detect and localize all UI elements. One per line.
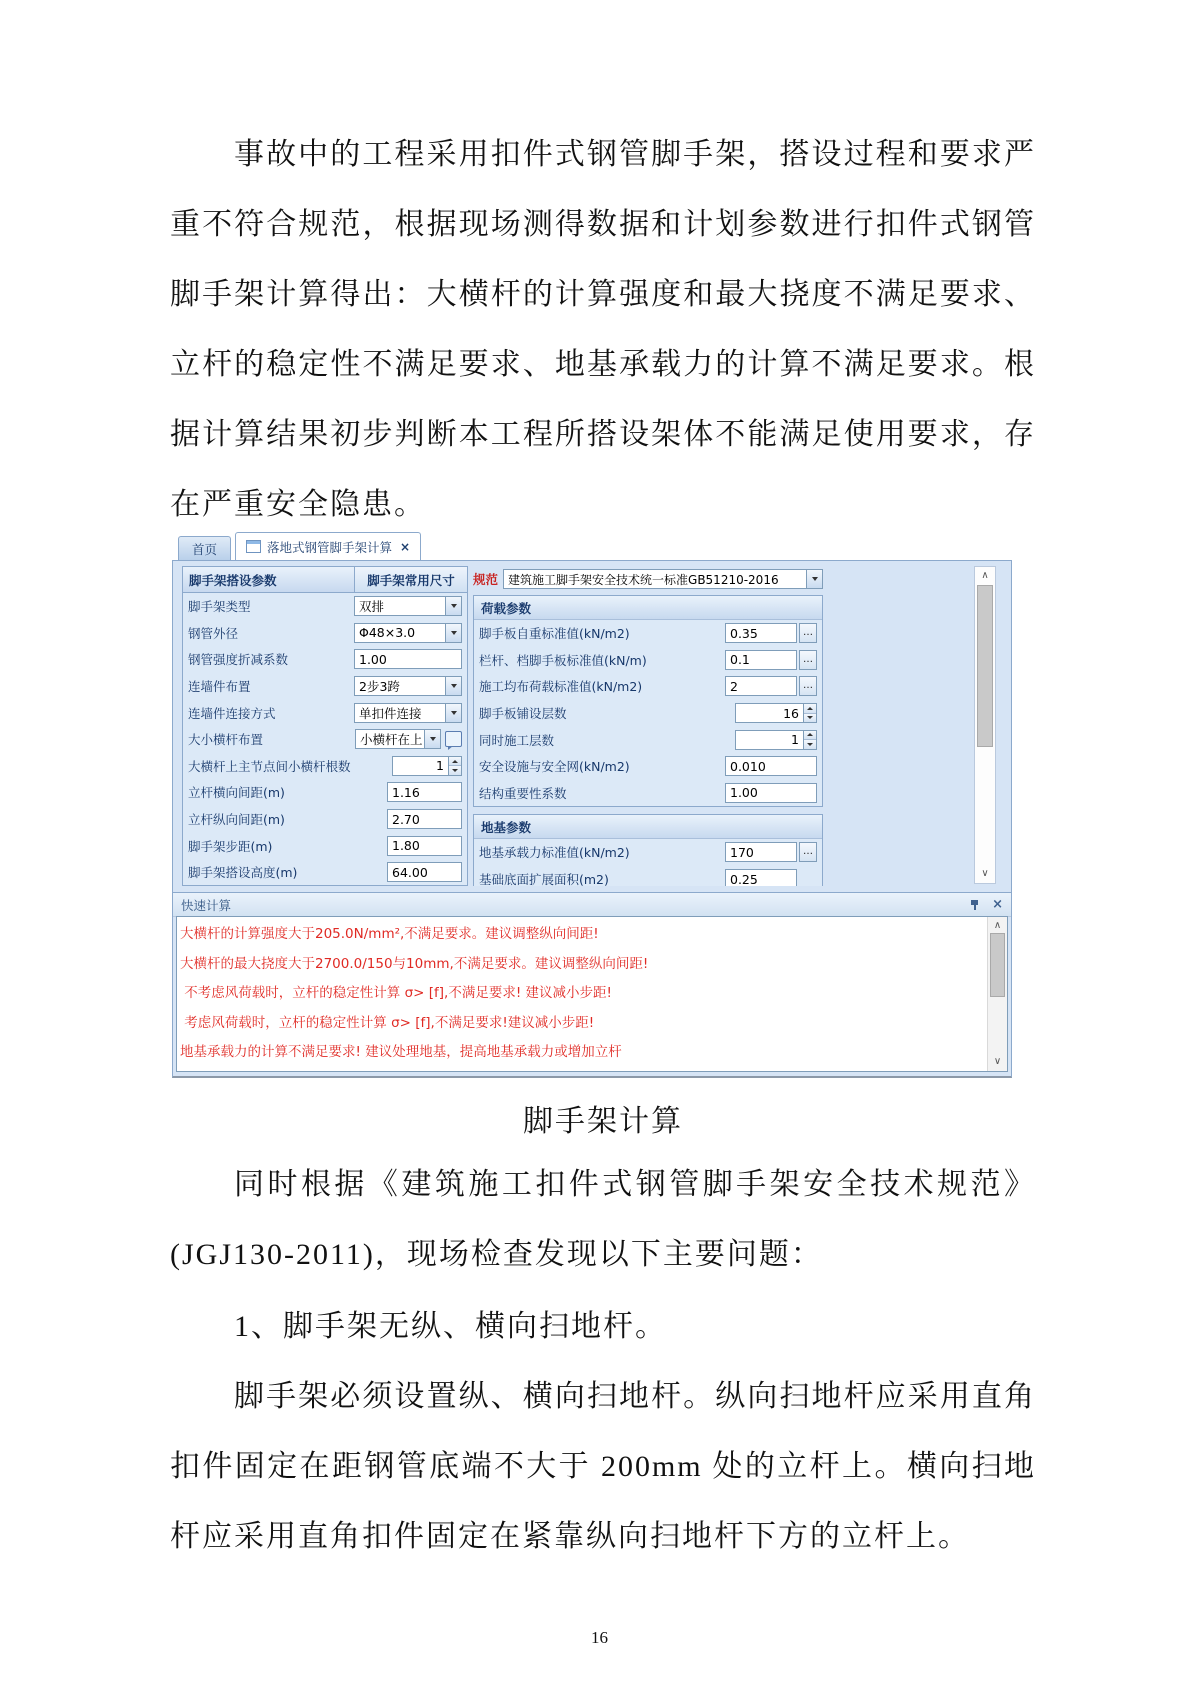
form-row xyxy=(183,753,467,780)
importance-factor-input[interactable]: 1.00 xyxy=(725,783,817,803)
calc-warning: 大横杆的计算强度大于205.0N/mm²,不满足要求。建议调整纵向间距! xyxy=(180,926,599,942)
form-row xyxy=(183,620,467,647)
step-height-input[interactable]: 1.80 xyxy=(387,836,462,856)
spinner-arrows-icon[interactable] xyxy=(803,731,816,749)
dropdown-arrow-icon[interactable] xyxy=(445,624,461,642)
pole-transverse-spacing-input[interactable]: 1.16 xyxy=(387,782,462,802)
scrollbar-thumb[interactable] xyxy=(990,933,1005,997)
tab-home-label: 首页 xyxy=(192,541,218,557)
field-label: 脚手板自重标准值(kN/m2) xyxy=(479,626,630,642)
standard-row xyxy=(473,566,823,592)
ledger-arrangement-select[interactable]: 小横杆在上 xyxy=(355,729,441,749)
body-paragraph-1: 事故中的工程采用扣件式钢管脚手架，搭设过程和要求严重不符合规范，根据现场测得数据和计划参数进行扣件式钢管脚手架计算得出：大横杆的计算强度和最大挠度不满足要求、立杆的稳定性不满足要求、地基承载力的计算不满足要求。根据计算结果初步判断本工程所搭设架体不能满足使用要求，存在严重安全隐患。 xyxy=(170,138,1036,521)
load-group-title: 荷载参数 xyxy=(474,596,822,620)
dropdown-arrow-icon[interactable] xyxy=(445,704,461,722)
quick-calc-panel xyxy=(172,892,1012,1078)
scroll-up-icon[interactable]: ∧ xyxy=(981,570,989,581)
form-row xyxy=(474,673,822,700)
scrollbar[interactable] xyxy=(974,566,996,884)
load-group xyxy=(473,595,823,807)
field-label: 脚手架搭设高度(m) xyxy=(188,865,298,881)
form-row xyxy=(474,866,822,886)
form-row xyxy=(474,780,822,807)
form-row xyxy=(474,647,822,674)
field-label: 钢管外径 xyxy=(188,625,239,641)
window-icon xyxy=(246,540,261,553)
body-paragraph-2: 同时根据《建筑施工扣件式钢管脚手架安全技术规范》(JGJ130-2011)，现场检查发现以下主要问题： xyxy=(170,1168,1036,1271)
scroll-down-icon[interactable]: ∨ xyxy=(993,1056,1002,1067)
body-paragraph-3: 脚手架必须设置纵、横向扫地杆。纵向扫地杆应采用直角扣件固定在距钢管底端不大于 200mm 处的立杆上。横向扫地杆应采用直角扣件固定在紧靠纵向扫地杆下方的立杆上。 xyxy=(170,1380,1036,1553)
wall-tie-layout-select[interactable]: 2步3跨 xyxy=(354,676,462,696)
form-row xyxy=(474,700,822,727)
form-row xyxy=(183,673,467,700)
form-row xyxy=(183,859,467,886)
foundation-area-input[interactable]: 0.25 xyxy=(725,869,797,886)
field-label: 连墙件连接方式 xyxy=(188,705,276,721)
board-weight-input[interactable]: 0.35 xyxy=(725,623,797,643)
form-row xyxy=(474,726,822,753)
field-label: 安全设施与安全网(kN/m2) xyxy=(479,759,630,775)
calc-warning: 不考虑风荷载时，立杆的稳定性计算 σ> [f],不满足要求! 建议减小步距! xyxy=(180,985,612,1001)
tab-bar xyxy=(172,528,1012,560)
parameters-area xyxy=(172,560,1012,892)
field-label: 施工均布荷载标准值(kN/m2) xyxy=(479,679,643,695)
bearing-capacity-input[interactable]: 170 xyxy=(725,842,797,862)
field-label: 地基承载力标准值(kN/m2) xyxy=(479,845,630,861)
small-ledger-count-spinner[interactable]: 1 xyxy=(392,756,462,776)
scroll-up-icon[interactable]: ∧ xyxy=(993,920,1002,931)
construction-load-input[interactable]: 2 xyxy=(725,676,797,696)
form-row xyxy=(474,620,822,647)
more-button[interactable]: … xyxy=(799,623,817,643)
scrollbar[interactable] xyxy=(987,917,1007,1071)
spinner-arrows-icon[interactable] xyxy=(448,757,461,775)
common-sizes-button[interactable]: 脚手架常用尺寸 xyxy=(355,567,467,593)
foundation-group xyxy=(473,814,823,886)
form-row xyxy=(183,646,467,673)
erection-height-input[interactable]: 64.00 xyxy=(387,862,462,882)
field-label: 立杆纵向间距(m) xyxy=(188,812,285,828)
pipe-diameter-select[interactable]: Φ48×3.0 xyxy=(354,623,462,643)
field-label: 立杆横向间距(m) xyxy=(188,785,285,801)
more-button[interactable]: … xyxy=(799,842,817,862)
figure-caption: 脚手架计算 xyxy=(523,1105,683,1138)
strength-reduction-input[interactable]: 1.00 xyxy=(354,649,462,669)
pole-longitudinal-spacing-input[interactable]: 2.70 xyxy=(387,809,462,829)
field-label: 脚手架类型 xyxy=(188,599,251,615)
field-label: 同时施工层数 xyxy=(479,732,555,748)
field-label: 结构重要性系数 xyxy=(479,785,567,801)
tab-close-icon[interactable]: × xyxy=(400,539,411,554)
form-row xyxy=(183,593,467,620)
dropdown-arrow-icon[interactable] xyxy=(445,597,461,615)
scaffold-type-select[interactable]: 双排 xyxy=(354,596,462,616)
standard-label: 规范 xyxy=(473,572,499,587)
tab-scaffold-calc-label: 落地式钢管脚手架计算 xyxy=(267,539,393,555)
field-label: 大小横杆布置 xyxy=(188,732,264,748)
more-button[interactable]: … xyxy=(799,676,817,696)
form-row xyxy=(183,832,467,859)
field-label: 基础底面扩展面积(m2) xyxy=(479,872,609,886)
scrollbar-thumb[interactable] xyxy=(977,585,993,747)
field-label: 大横杆上主节点间小横杆根数 xyxy=(188,758,351,774)
form-row xyxy=(474,839,822,866)
page-number: 16 xyxy=(591,1628,608,1647)
form-row xyxy=(183,779,467,806)
dropdown-arrow-icon[interactable] xyxy=(806,570,822,588)
form-row xyxy=(474,753,822,780)
note-icon[interactable] xyxy=(445,731,462,747)
more-button[interactable]: … xyxy=(799,650,817,670)
foundation-group-title: 地基参数 xyxy=(474,815,822,839)
calc-warning: 地基承载力的计算不满足要求! 建议处理地基，提高地基承载力或增加立杆 xyxy=(180,1044,622,1060)
setup-parameters-panel xyxy=(182,566,468,886)
field-label: 钢管强度折减系数 xyxy=(188,652,289,668)
spinner-arrows-icon[interactable] xyxy=(803,704,816,722)
scaffold-calc-screenshot xyxy=(172,528,1012,1078)
field-label: 脚手板铺设层数 xyxy=(479,706,567,722)
field-label: 脚手架步距(m) xyxy=(188,838,273,854)
dropdown-arrow-icon[interactable] xyxy=(445,677,461,695)
calc-warning: 考虑风荷载时，立杆的稳定性计算 σ> [f],不满足要求!建议减小步距! xyxy=(180,1014,595,1031)
scroll-down-icon[interactable]: ∨ xyxy=(981,868,989,879)
guardrail-load-input[interactable]: 0.1 xyxy=(725,650,797,670)
calc-warning: 大横杆的最大挠度大于2700.0/150与10mm,不满足要求。建议调整纵向间距! xyxy=(180,955,649,972)
tab-home[interactable] xyxy=(178,536,231,560)
pin-icon[interactable] xyxy=(969,899,980,911)
tab-scaffold-calc[interactable] xyxy=(235,532,421,560)
form-row xyxy=(183,806,467,833)
board-layers-spinner[interactable]: 16 xyxy=(735,703,817,723)
working-layers-spinner[interactable]: 1 xyxy=(735,730,817,750)
field-label: 连墙件布置 xyxy=(188,679,251,695)
dropdown-arrow-icon[interactable] xyxy=(424,730,440,748)
form-row xyxy=(183,726,467,753)
safety-net-input[interactable]: 0.010 xyxy=(725,756,817,776)
form-row xyxy=(183,699,467,726)
quick-calc-results xyxy=(176,916,1008,1072)
quick-calc-title: 快速计算 xyxy=(181,897,232,913)
list-item: 1、脚手架无纵、横向扫地杆。 xyxy=(234,1310,667,1343)
load-parameters-panel xyxy=(473,566,823,886)
field-label: 栏杆、档脚手板标准值(kN/m) xyxy=(479,652,647,668)
panel-close-icon[interactable]: × xyxy=(992,897,1003,912)
standard-select[interactable]: 建筑施工脚手架安全技术统一标准GB51210-2016 xyxy=(503,569,823,589)
wall-tie-connection-select[interactable]: 单扣件连接 xyxy=(354,703,462,723)
setup-panel-title: 脚手架搭设参数 xyxy=(183,567,355,593)
